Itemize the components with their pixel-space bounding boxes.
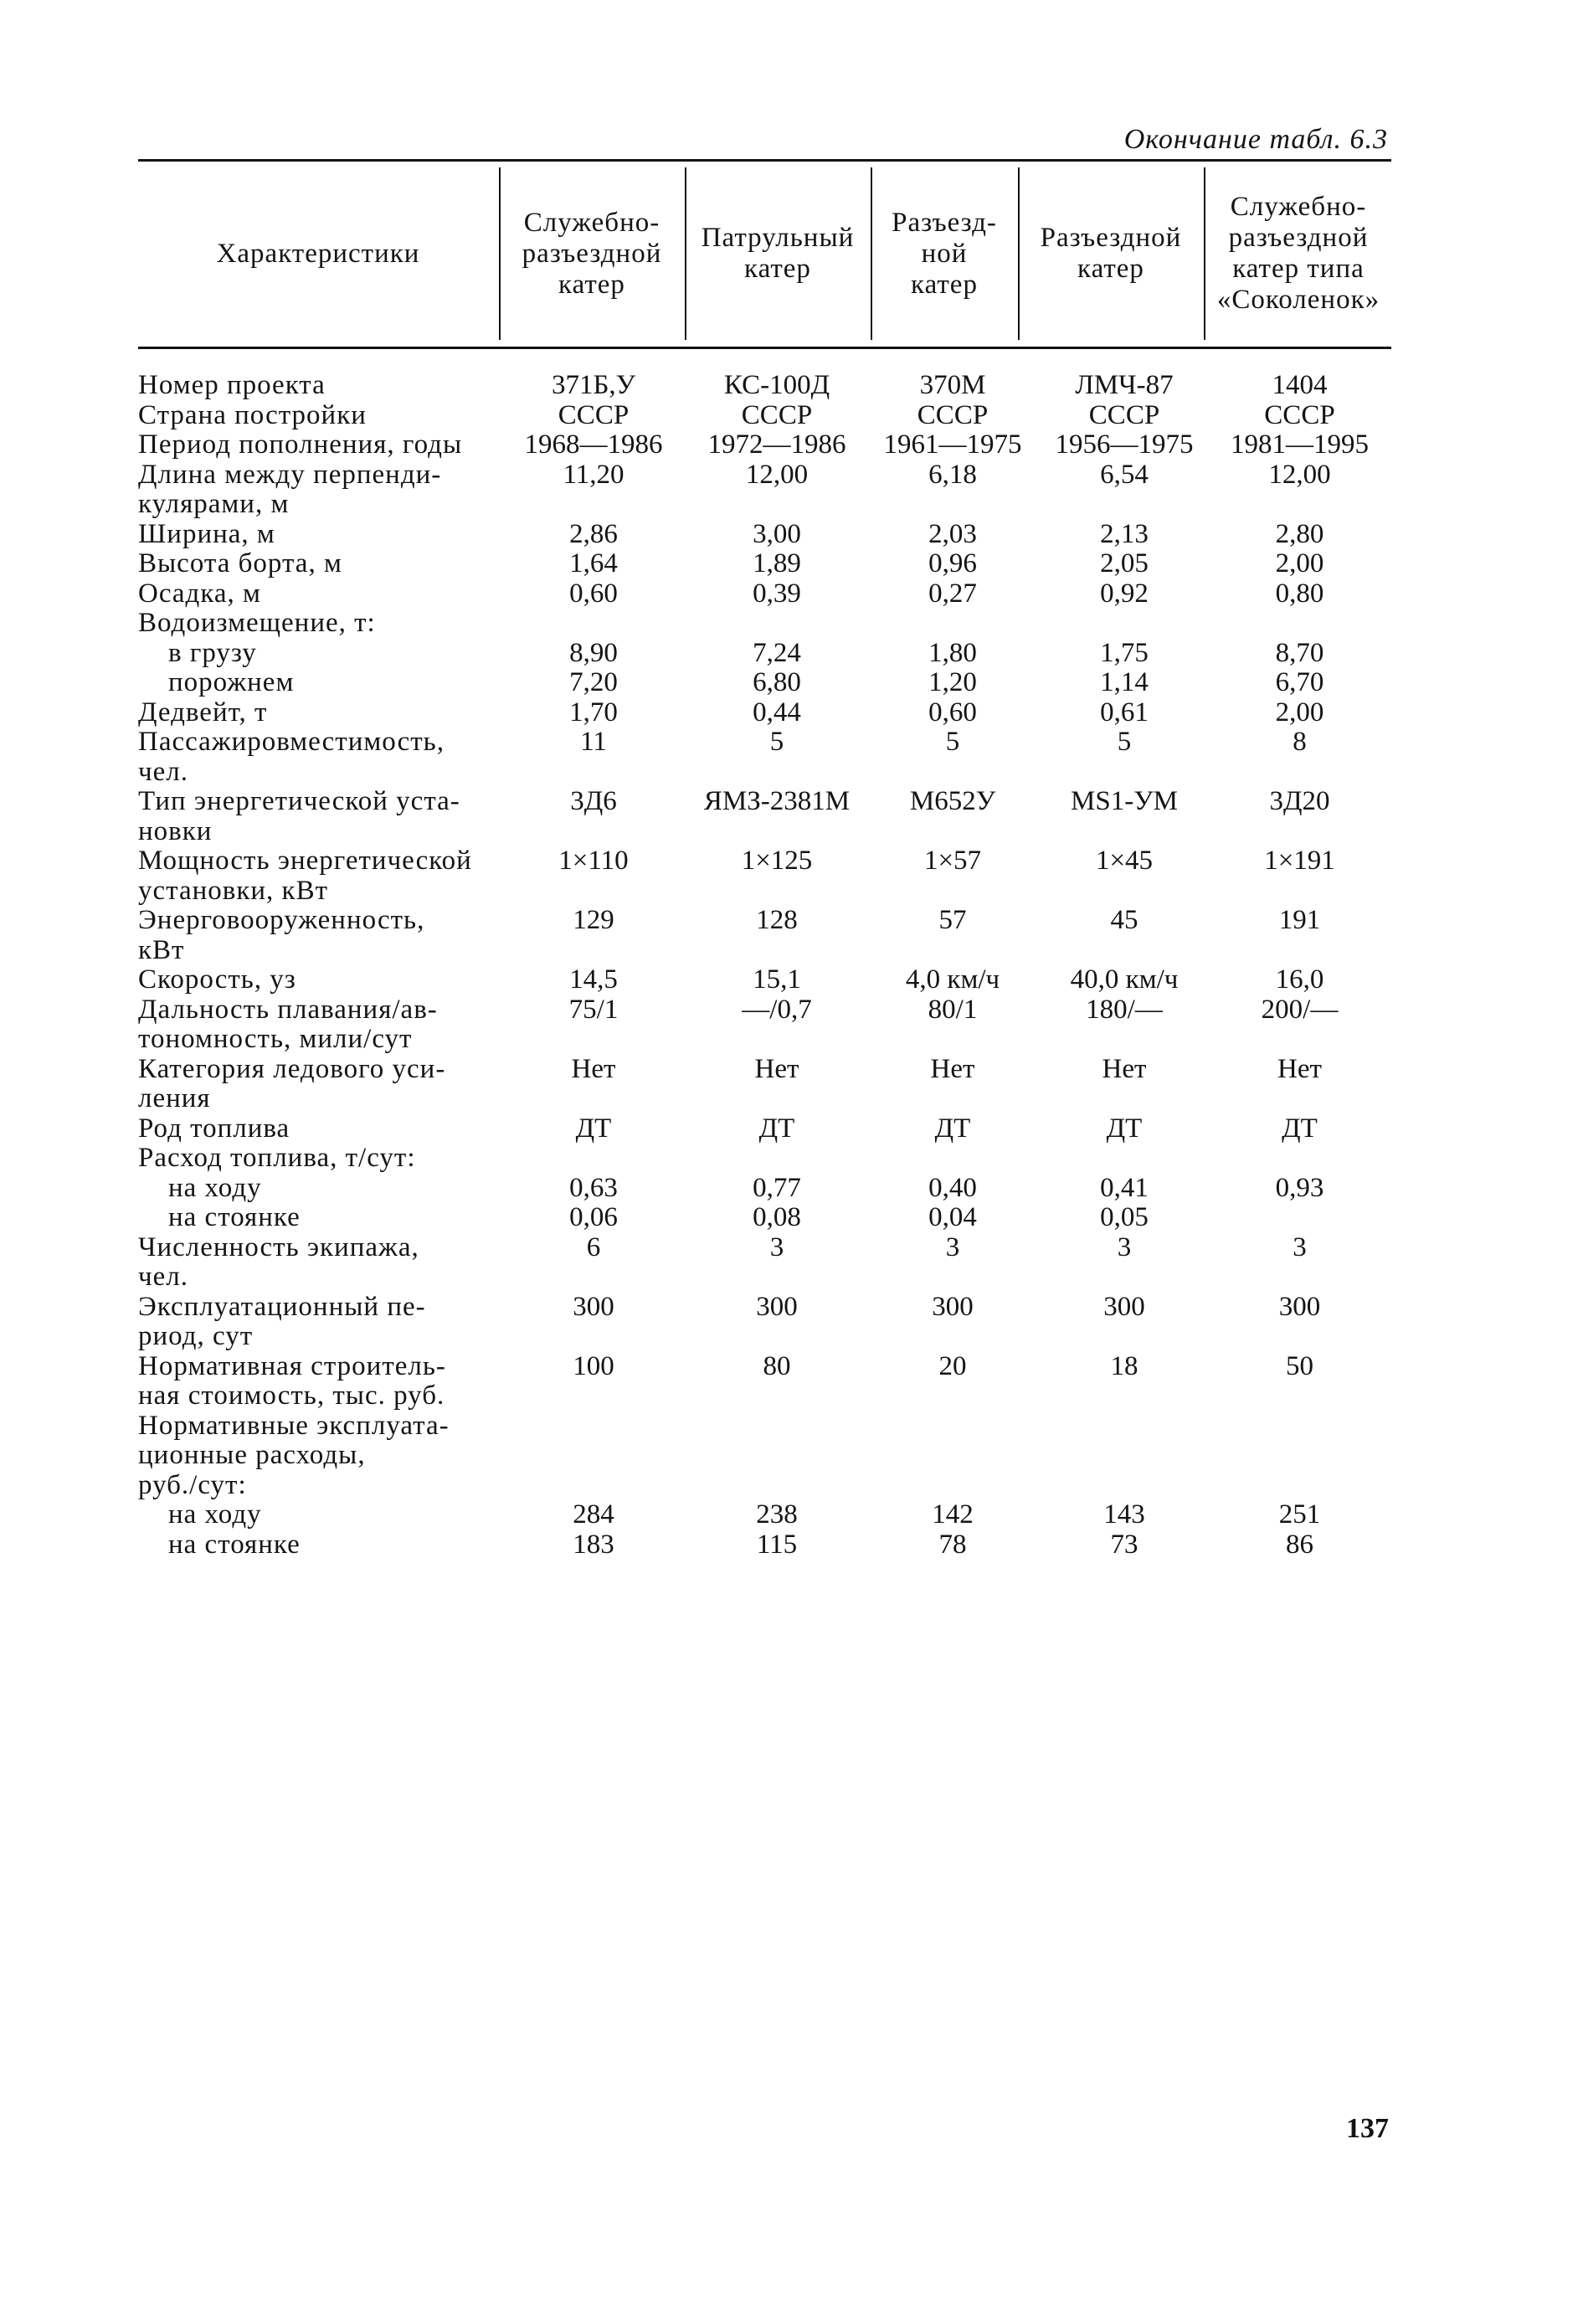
- table-row: [138, 609, 1391, 639]
- table-cell: 2,03: [928, 518, 977, 549]
- row-label: Нормативные эксплуата- ционные расходы, руб./сут:: [138, 1410, 450, 1500]
- table-cell: 2,13: [1100, 518, 1149, 549]
- table-cell: 3Д6: [570, 786, 617, 816]
- table-cell: 0,96: [928, 548, 977, 578]
- table-cell: 11: [580, 727, 607, 757]
- table-row: [138, 401, 1391, 431]
- table-cell: 1968—1986: [524, 429, 663, 460]
- table-cell: Нет: [754, 1053, 799, 1084]
- row-label: Род топлива: [138, 1113, 290, 1144]
- table-cell: Нет: [1102, 1053, 1147, 1084]
- table-cell: 0,60: [928, 697, 977, 728]
- table-cell: 6,80: [753, 667, 801, 697]
- table-cell: М652У: [909, 786, 996, 816]
- row-label: Ширина, м: [138, 518, 275, 549]
- table-cell: ДТ: [758, 1113, 795, 1144]
- table-cell: 2,80: [1275, 518, 1324, 549]
- row-label: Осадка, м: [138, 578, 261, 609]
- table-cell: 0,60: [569, 578, 618, 609]
- table-cell: ДТ: [934, 1113, 971, 1144]
- table-cell: 0,41: [1100, 1172, 1149, 1203]
- table-cell: 3: [1293, 1231, 1307, 1262]
- table-cell: 1956—1975: [1055, 429, 1194, 460]
- table-cell: СССР: [558, 399, 630, 430]
- table-cell: 1×45: [1095, 846, 1154, 876]
- table-cell: ДТ: [1282, 1113, 1318, 1144]
- table-cell: 0,63: [569, 1172, 618, 1203]
- table-header-rule: [138, 347, 1391, 349]
- row-label: в грузу: [168, 637, 257, 668]
- table-cell: 1,89: [753, 548, 801, 578]
- table-cell: [1041, 609, 1208, 639]
- table-cell: 238: [756, 1499, 798, 1530]
- table-cell: 0,44: [753, 697, 801, 728]
- row-label: на стоянке: [168, 1202, 301, 1232]
- row-label: на ходу: [168, 1172, 262, 1203]
- table-cell: —/0,7: [742, 994, 812, 1025]
- row-label: Длина между перпенди- кулярами, м: [138, 459, 442, 519]
- table-cell: 40,0 км/ч: [1070, 964, 1179, 995]
- table-row: [138, 1293, 1391, 1352]
- table-row: [138, 787, 1391, 846]
- page-number: 137: [1346, 2113, 1389, 2144]
- table-row: [138, 906, 1391, 965]
- header-col-sokolenok: Служебно- разъездной катер типа «Соколенок»: [1216, 192, 1380, 315]
- table-cell: [1208, 1203, 1391, 1233]
- row-label: Пассажировместимость, чел.: [138, 727, 445, 787]
- table-cell: 180/—: [1086, 994, 1163, 1025]
- table-cell: 0,05: [1100, 1202, 1149, 1232]
- table-cell: 183: [573, 1529, 614, 1560]
- table-cell: 100: [573, 1350, 614, 1381]
- table-cell: 2,00: [1275, 697, 1324, 728]
- table-cell: [865, 1144, 1041, 1174]
- table-cell: 0,06: [569, 1202, 618, 1232]
- table-cell: 6,70: [1275, 667, 1324, 697]
- table-cell: [1208, 1144, 1391, 1174]
- table-cell: [498, 1411, 689, 1501]
- row-label: Высота борта, м: [138, 548, 342, 578]
- table-row: [138, 371, 1391, 401]
- table-cell: 0,39: [753, 578, 801, 609]
- row-label: Категория ледового уси- ления: [138, 1053, 446, 1113]
- table-cell: [498, 1144, 689, 1174]
- row-label: на ходу: [168, 1499, 262, 1530]
- table-cell: 370М: [919, 370, 986, 400]
- table-cell: 5: [945, 727, 960, 757]
- table-cell: 16,0: [1275, 964, 1324, 995]
- table-cell: 1,70: [569, 697, 618, 728]
- table-row: [138, 1055, 1391, 1114]
- table-row: [138, 668, 1391, 698]
- table-cell: ДТ: [575, 1113, 612, 1144]
- table-cell: [865, 609, 1041, 639]
- table-cell: ДТ: [1106, 1113, 1143, 1144]
- table-cell: 0,08: [753, 1202, 801, 1232]
- table-row: [138, 520, 1391, 550]
- table-cell: СССР: [917, 399, 989, 430]
- table-cell: 8,90: [569, 637, 618, 668]
- table-row: [138, 1411, 1391, 1501]
- table-cell: 0,77: [753, 1172, 801, 1203]
- table-cell: 300: [756, 1291, 798, 1322]
- row-label: Расход топлива, т/сут:: [138, 1143, 416, 1173]
- table-row: [138, 579, 1391, 609]
- table-row: [138, 728, 1391, 787]
- table-cell: 128: [756, 905, 798, 935]
- row-label: Тип энергетической уста- новки: [138, 786, 460, 846]
- table-cell: 78: [938, 1529, 967, 1560]
- table-cell: 3: [1117, 1231, 1132, 1262]
- table-cell: 8: [1293, 727, 1307, 757]
- table-cell: [865, 1411, 1041, 1501]
- table-cell: 80: [763, 1350, 791, 1381]
- table-cell: 0,40: [928, 1172, 977, 1203]
- table-row: [138, 639, 1391, 669]
- table-cell: ЯМЗ-2381М: [703, 786, 851, 816]
- table-cell: 1×191: [1264, 846, 1335, 876]
- table-cell: 1,80: [928, 637, 977, 668]
- table-cell: 12,00: [1268, 459, 1331, 490]
- table-cell: Нет: [1277, 1053, 1322, 1084]
- table-cell: 300: [932, 1291, 974, 1322]
- table-cell: 115: [756, 1529, 798, 1560]
- table-row: [138, 460, 1391, 520]
- table-row: [138, 1352, 1391, 1411]
- row-label: Эксплуатационный пе- риод, сут: [138, 1291, 426, 1351]
- table-cell: 45: [1110, 905, 1138, 935]
- table-cell: 1×110: [558, 846, 629, 876]
- row-label: на стоянке: [168, 1529, 301, 1560]
- table-cell: [689, 1411, 865, 1501]
- table-cell: [498, 609, 689, 639]
- table-cell: 5: [1117, 727, 1132, 757]
- table-cell: 191: [1278, 905, 1321, 935]
- table-cell: 2,05: [1100, 548, 1149, 578]
- table-cell: 1,20: [928, 667, 977, 697]
- table-row: [138, 1233, 1391, 1293]
- table-cell: MS1-УМ: [1071, 786, 1178, 816]
- table-row: [138, 846, 1391, 906]
- row-label: Дедвейт, т: [138, 697, 268, 728]
- table-row: [138, 965, 1391, 995]
- table-cell: 1×57: [923, 846, 982, 876]
- row-label: порожнем: [168, 667, 295, 697]
- header-col-service-boat: Служебно- разъездной катер: [522, 207, 662, 300]
- header-col-patrol-boat: Патрульный катер: [701, 223, 855, 284]
- table-cell: 57: [938, 905, 967, 935]
- table-cell: 80/1: [928, 994, 978, 1025]
- row-label: Водоизмещение, т:: [138, 608, 376, 638]
- row-label: Нормативная строитель- ная стоимость, тыс. руб.: [138, 1350, 446, 1411]
- table-top-rule: [138, 159, 1391, 162]
- table-cell: 143: [1103, 1499, 1145, 1530]
- table-caption: Окончание табл. 6.3: [1123, 124, 1388, 155]
- table-cell: КС-100Д: [723, 370, 830, 400]
- table-cell: 6,18: [928, 459, 977, 490]
- table-cell: [689, 609, 865, 639]
- table-cell: 1404: [1272, 370, 1328, 400]
- table-cell: 3Д20: [1269, 786, 1330, 816]
- table-row: [138, 1174, 1391, 1204]
- table-cell: 0,61: [1100, 697, 1149, 728]
- header-col-launch-boat: Разъезд- ной катер: [892, 207, 997, 300]
- table-cell: 12,00: [745, 459, 809, 490]
- table-row: [138, 1530, 1391, 1560]
- row-label: Страна постройки: [138, 399, 367, 430]
- table-cell: 8,70: [1275, 637, 1324, 668]
- table-cell: 1,14: [1100, 667, 1149, 697]
- table-cell: 0,80: [1275, 578, 1324, 609]
- row-label: Энерговооруженность, кВт: [138, 905, 425, 965]
- table-cell: 15,1: [753, 964, 801, 995]
- row-label: Период пополнения, годы: [138, 429, 463, 460]
- table-cell: 0,27: [928, 578, 977, 609]
- table-cell: 73: [1110, 1529, 1138, 1560]
- table-cell: 200/—: [1261, 994, 1339, 1025]
- table-cell: 371Б,У: [551, 370, 636, 400]
- table-row: [138, 430, 1391, 460]
- table-cell: Нет: [930, 1053, 975, 1084]
- table-cell: 300: [1278, 1291, 1321, 1322]
- table-cell: 5: [769, 727, 784, 757]
- table-cell: 1,64: [569, 548, 618, 578]
- row-label: Номер проекта: [138, 370, 326, 400]
- table-cell: 3,00: [753, 518, 801, 549]
- table-cell: 3: [769, 1231, 784, 1262]
- table-cell: 1981—1995: [1231, 429, 1369, 460]
- table-cell: 4,0 км/ч: [905, 964, 1000, 995]
- table-cell: 1×125: [741, 846, 813, 876]
- header-characteristics: Характеристики: [216, 238, 420, 269]
- table-cell: 3: [945, 1231, 960, 1262]
- table-cell: 1,75: [1100, 637, 1149, 668]
- table-cell: 129: [573, 905, 614, 935]
- table-cell: 251: [1278, 1499, 1321, 1530]
- table-cell: 6: [586, 1231, 601, 1262]
- table-cell: 6,54: [1100, 459, 1149, 490]
- table-row: [138, 1203, 1391, 1233]
- table-row: [138, 1500, 1391, 1530]
- table-cell: 20: [938, 1350, 967, 1381]
- table-cell: СССР: [741, 399, 813, 430]
- row-label: Численность экипажа, чел.: [138, 1231, 419, 1292]
- table-cell: 0,04: [928, 1202, 977, 1232]
- table-cell: СССР: [1264, 399, 1335, 430]
- row-label: Скорость, уз: [138, 964, 296, 995]
- table-cell: [689, 1144, 865, 1174]
- table-row: [138, 1144, 1391, 1174]
- table-cell: 50: [1286, 1350, 1313, 1381]
- table-cell: [1041, 1144, 1208, 1174]
- table-cell: 0,92: [1100, 578, 1149, 609]
- table-cell: 300: [1103, 1291, 1145, 1322]
- table-cell: [1208, 609, 1391, 639]
- table-cell: 7,20: [569, 667, 618, 697]
- table-cell: 2,00: [1275, 548, 1324, 578]
- table-cell: [1208, 1411, 1391, 1501]
- table-cell: 14,5: [569, 964, 618, 995]
- table-cell: 0,93: [1275, 1172, 1324, 1203]
- table-cell: 1961—1975: [883, 429, 1022, 460]
- table-cell: 284: [573, 1499, 614, 1530]
- table-row: [138, 549, 1391, 579]
- table-cell: 86: [1286, 1529, 1313, 1560]
- table-cell: 142: [932, 1499, 974, 1530]
- table-cell: СССР: [1088, 399, 1160, 430]
- table-cell: 75/1: [568, 994, 619, 1025]
- table-cell: 7,24: [753, 637, 801, 668]
- header-col-launch-boat-2: Разъездной катер: [1040, 223, 1182, 284]
- table-cell: Нет: [571, 1053, 616, 1084]
- row-label: Мощность энергетической установки, кВт: [138, 846, 472, 906]
- table-cell: 1972—1986: [707, 429, 846, 460]
- table-cell: 300: [573, 1291, 614, 1322]
- table-cell: 11,20: [563, 459, 624, 490]
- table-row: [138, 1114, 1391, 1144]
- table-cell: 2,86: [569, 518, 618, 549]
- table-cell: [1041, 1411, 1208, 1501]
- table-cell: 18: [1110, 1350, 1138, 1381]
- table-row: [138, 995, 1391, 1055]
- table-row: [138, 698, 1391, 728]
- table-body: [138, 371, 1391, 1560]
- table-cell: ЛМЧ-87: [1075, 370, 1174, 400]
- row-label: Дальность плавания/ав- тономность, мили/сут: [138, 994, 438, 1054]
